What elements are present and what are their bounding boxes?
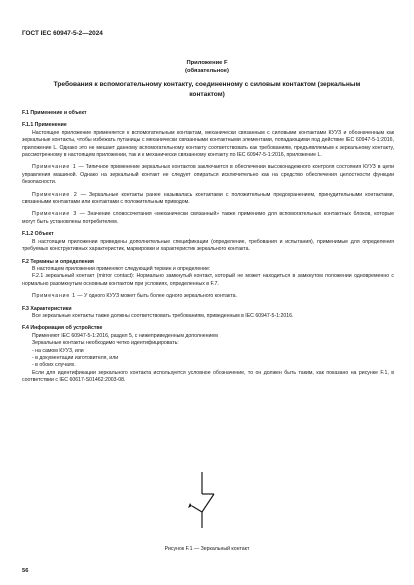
list-item: - на самом КУУЗ, или — [32, 348, 394, 355]
note-label: Примечание 1 — [32, 293, 76, 300]
note-paragraph — [22, 192, 394, 207]
paragraph: В настоящем приложении применяют следующий термин и определение: — [32, 265, 211, 272]
paragraph: Применяют IEC 60947-5-1:2016, раздел 5, с нижеприведенным дополнением — [32, 332, 218, 339]
list-item: - в обоих случаях. — [32, 362, 394, 369]
appendix-name: Приложение F — [186, 60, 228, 66]
document-body — [22, 110, 394, 385]
appendix-status: (обязательное) — [185, 68, 229, 74]
paragraph: Зеркальные контакты необходимо четко идентифицировать: — [32, 340, 179, 347]
section-heading: F.3 Характеристики — [22, 305, 72, 312]
figure-caption: Рисунок F.1 — Зеркальный контакт — [164, 546, 250, 552]
paragraph: В настоящем приложении приведены дополнительные спецификации (определение, требования и испытания), применимые для определения требуемых конструктивных характеристик, маркировки и характеристик зеркального контакта. — [22, 238, 394, 253]
appendix-title: Требования к вспомогательному контакту, соединенному с силовым контактом (зеркальным контактом) — [53, 81, 361, 98]
paragraph: Настоящее приложение применяется к вспомогательным контактам, механически связанным с силовыми контактами КУУЗ и обозначенным как зеркальные контакты, чтобы избежать путаницы с механически связанными контактными элементами, попадающими под действие IEC 60947-5-1:2016, приложение L. Однако это не мешает данному вспомогательному контакту соответствовать как требованиям, предъявляемым к зеркальному контакту, рассмотренному в настоящем приложении, так и к механически связанному контакту по IEC 60947-5-1:2016, приложение L. — [22, 129, 394, 159]
section-heading: F.1.1 Применение — [22, 122, 67, 129]
note-paragraph — [22, 293, 394, 300]
identification-list — [22, 348, 394, 370]
note-label: Примечание 1 — [32, 164, 77, 171]
paragraph: Если для идентификации зеркального контакта используется условное обозначение, то он должен быть таким, как показано на рисунке F.1, в соответствии с IEC 60617-S01462:2003-08. — [22, 369, 394, 384]
section-heading: F.2 Термины и определения — [22, 258, 94, 265]
section-heading: F.1.2 Объект — [22, 231, 54, 238]
note-paragraph — [22, 164, 394, 186]
note-text: — Типичное применение зеркальных контактов заключается в обеспечении высоконадежного контроля состояния КУУЗ в цепи управления машиной. Однако на зеркальный контакт не следует опираться исключительно как на средство обеспечения целостности функции безопасности. — [22, 164, 394, 186]
note-text: — У одного КУУЗ может быть более одного зеркального контакта. — [75, 293, 237, 300]
list-item: - в документации изготовителя, или — [32, 355, 394, 362]
note-label: Примечание 3 — [32, 211, 78, 218]
note-text: — Зеркальные контакты ранее называлась контактами с положительным предохранением, принудительными контактами, связанными контактами или контактами с положительным приводом. — [22, 191, 394, 206]
mirror-contact-symbol — [180, 470, 240, 530]
note-text: — Значение словосочетания «механически связанный» также применимо для вспомогательных контактных блоков, которые могут быть установлены потребителем. — [22, 211, 395, 225]
paragraph: Все зеркальные контакты также должны соответствовать требованиям, приведенным в IEC 60947-5-1:2016. — [32, 312, 294, 319]
section-heading: F.4 Информация об устройстве — [22, 325, 103, 332]
note-paragraph — [22, 211, 394, 226]
section-heading: F.1 Применение и объект — [22, 110, 87, 116]
definition-paragraph: F.2.1 зеркальный контакт (mirror contact): Нормально замкнутый контакт, который не может находиться в замкнутом положении одновременно с нормально разомкнутым основным контактом при условиях, определенных в F.7. — [22, 273, 394, 287]
note-label: Примечание 2 — [32, 191, 78, 198]
page-number: 56 — [22, 568, 29, 574]
standard-header: ГОСТ IEC 60947-5-2—2024 — [22, 30, 103, 37]
